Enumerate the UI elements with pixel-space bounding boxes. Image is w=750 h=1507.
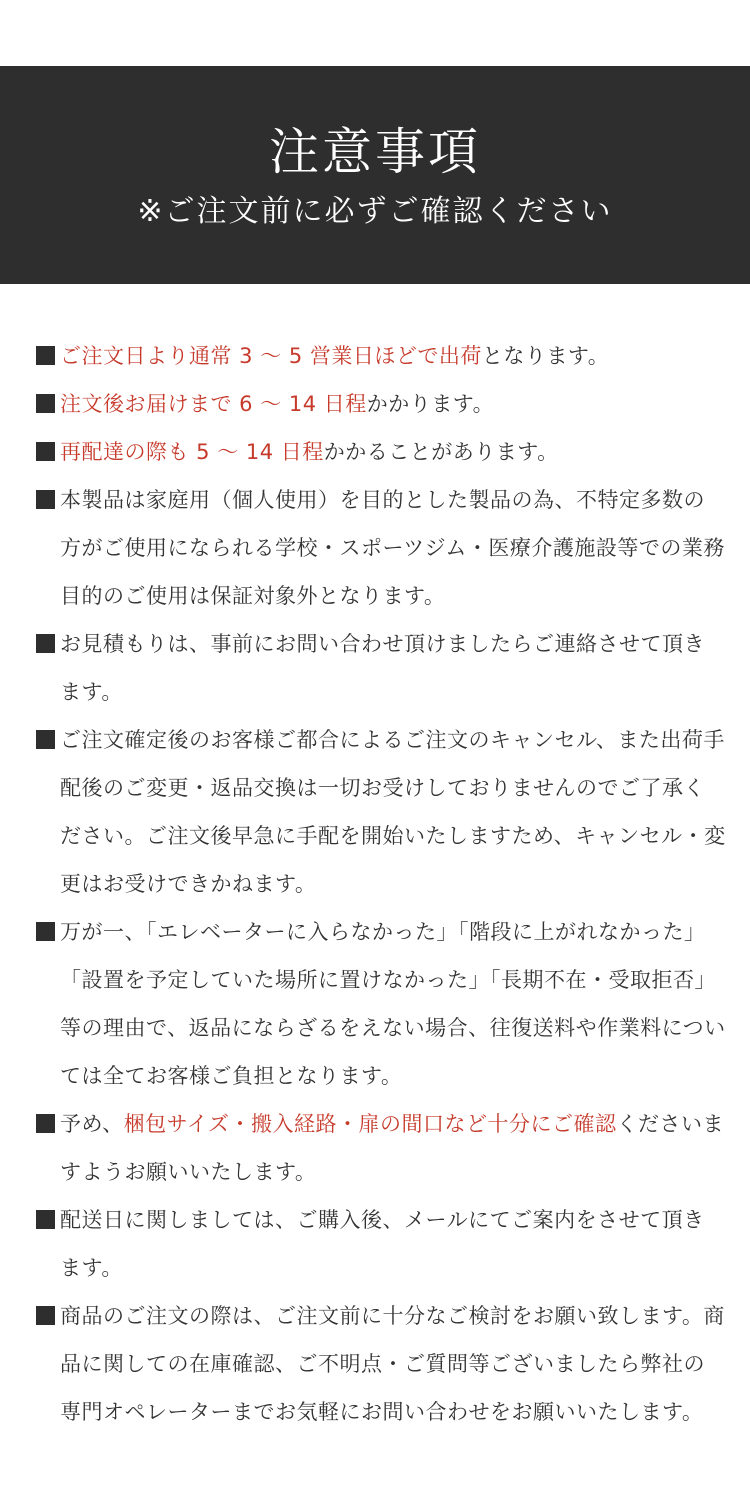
note-highlight: 再配達の際も 5 ～ 14 日程 bbox=[60, 440, 324, 464]
note-highlight: 梱包サイズ・搬入経路・扉の間口など十分にご確認 bbox=[123, 1112, 617, 1136]
note-text: 予め、 bbox=[60, 1112, 124, 1136]
page-subtitle: ※ご注文前に必ずご確認ください bbox=[137, 194, 613, 229]
notes-list bbox=[36, 332, 726, 1436]
note-item bbox=[36, 1100, 726, 1196]
notice-banner bbox=[0, 66, 750, 284]
note-item bbox=[36, 908, 726, 1100]
note-item bbox=[36, 428, 726, 476]
note-text: となります。 bbox=[481, 344, 610, 368]
square-bullet-icon bbox=[36, 442, 55, 461]
note-item bbox=[36, 1292, 726, 1436]
note-item bbox=[36, 1196, 726, 1292]
note-text: 配送日に関しましては、ご購入後、メールにてご案内をさせて頂きます。 bbox=[60, 1208, 705, 1280]
note-item bbox=[36, 620, 726, 716]
note-highlight: ご注文日より通常 3 ～ 5 営業日ほどで出荷 bbox=[60, 344, 482, 368]
square-bullet-icon bbox=[36, 1306, 55, 1325]
square-bullet-icon bbox=[36, 346, 55, 365]
square-bullet-icon bbox=[36, 730, 55, 749]
square-bullet-icon bbox=[36, 490, 55, 509]
square-bullet-icon bbox=[36, 1210, 55, 1229]
note-item bbox=[36, 716, 726, 908]
square-bullet-icon bbox=[36, 1114, 55, 1133]
note-item bbox=[36, 476, 726, 620]
note-text: お見積もりは、事前にお問い合わせ頂けましたらご連絡させて頂きます。 bbox=[60, 632, 705, 704]
note-item bbox=[36, 332, 726, 380]
note-text: 商品のご注文の際は、ご注文前に十分なご検討をお願い致します。商品に関しての在庫確認、ご不明点・ご質問等ございましたら弊社の専門オペレーターまでお気軽にお問い合わせをお願いいたします。 bbox=[60, 1304, 725, 1424]
square-bullet-icon bbox=[36, 634, 55, 653]
note-text: 万が一、「エレベーターに入らなかった」「階段に上がれなかった」「設置を予定していた場所に置けなかった」「長期不在・受取拒否」等の理由で、返品にならざるをえない場合、往復送料や作業料については全てお客様ご負担となります。 bbox=[60, 920, 726, 1088]
square-bullet-icon bbox=[36, 922, 55, 941]
square-bullet-icon bbox=[36, 394, 55, 413]
note-text: かかることがあります。 bbox=[323, 440, 559, 464]
note-item bbox=[36, 380, 726, 428]
note-highlight: 注文後お届けまで 6 ～ 14 日程 bbox=[60, 392, 367, 416]
page-title: 注意事項 bbox=[269, 123, 481, 181]
note-text: かかります。 bbox=[366, 392, 495, 416]
note-text: 本製品は家庭用（個人使用）を目的とした製品の為、不特定多数の方がご使用になられる学校・スポーツジム・医療介護施設等での業務目的のご使用は保証対象外となります。 bbox=[60, 488, 725, 608]
note-text: ご注文確定後のお客様ご都合によるご注文のキャンセル、また出荷手配後のご変更・返品交換は一切お受けしておりませんのでご了承ください。ご注文後早急に手配を開始いたしますため、キャンセル・変更はお受けできかねます。 bbox=[60, 728, 726, 896]
note-text: くださいますようお願いいたします。 bbox=[60, 1112, 724, 1184]
